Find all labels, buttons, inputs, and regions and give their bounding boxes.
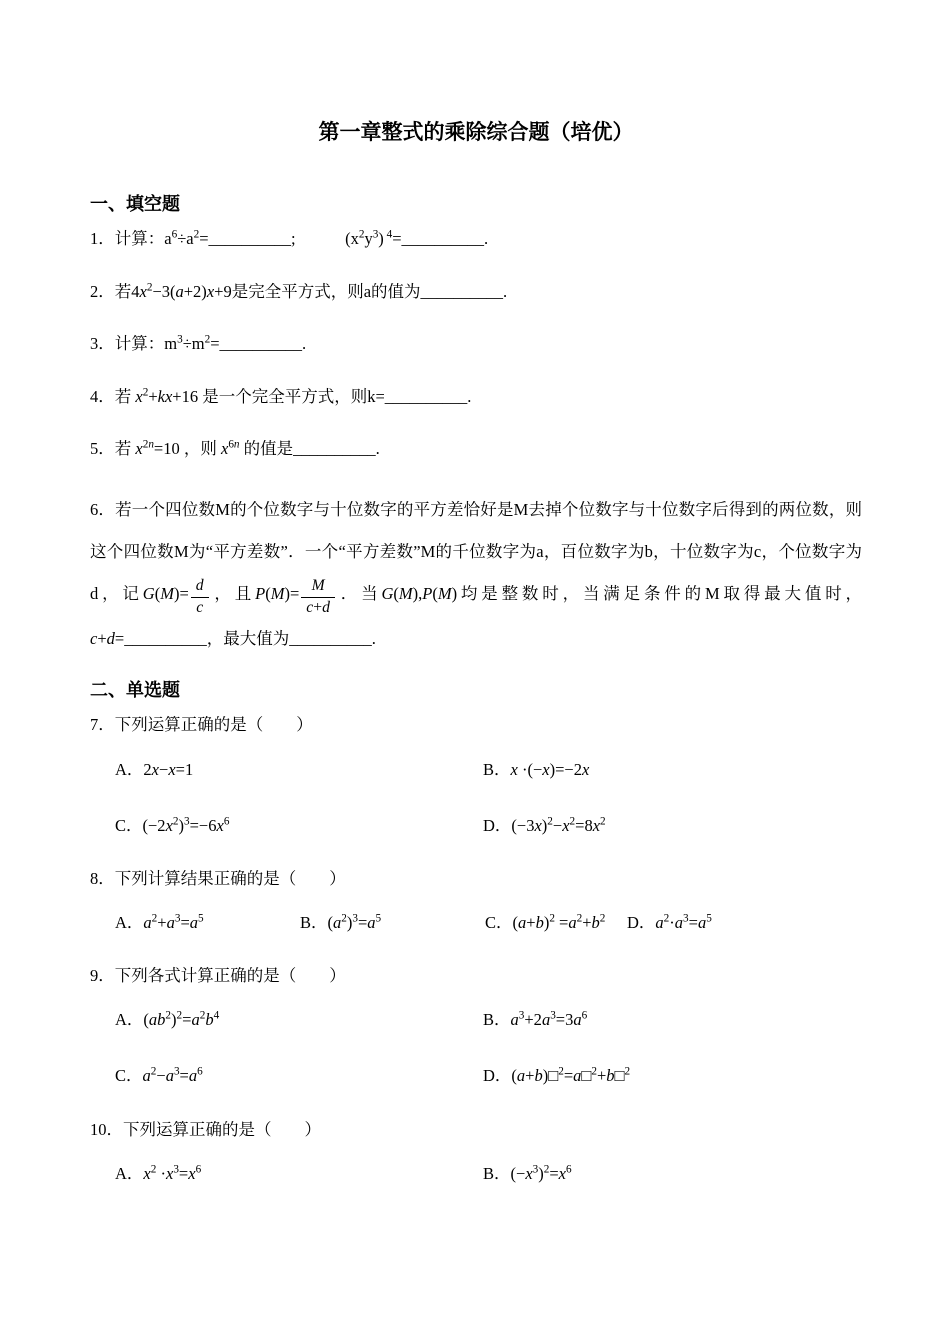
question-8 <box>90 866 862 937</box>
question-7-option-b: B．x ·(−x)=−2x <box>483 759 590 779</box>
question-10-option-b: B．$(-x^3)^2=x^6$ <box>483 1163 572 1183</box>
question-8-options <box>90 909 862 937</box>
question-7-options <box>90 756 862 840</box>
question-7-stem: 7．下列运算正确的是（ ） <box>90 715 313 735</box>
question-8-option-b: B．$(a^2)^3=a^5$ <box>300 912 382 932</box>
question-10 <box>90 1117 862 1188</box>
question-9-option-d: D．(a+b)□$^2$=a□$^2$+b□$^2$ <box>483 1065 631 1086</box>
question-9-option-b: B．$a^3+2a^3=3a^6$ <box>483 1009 588 1030</box>
question-7-option-c: C．$(-2x^2)^3=-6x^6$ <box>115 815 230 835</box>
question-8-stem: 8．下列计算结果正确的是（ ） <box>90 868 346 888</box>
question-10-option-a: A．$x^2 \cdot x^3=x^6$ <box>115 1163 202 1183</box>
question-9 <box>90 963 862 1090</box>
question-7-option-d: D．$(-3x)^2-x^2=8x^2$ <box>483 815 606 835</box>
section-fill-blanks <box>90 190 862 660</box>
question-1: 1．计算：$a^6\div a^2=\_\_\_\_\_\_\_\_\_\_$; $(x^2y^3)$ $^4$=__________. <box>90 228 489 248</box>
section-heading-multiple-choice: 二、单选题 <box>90 680 180 701</box>
question-9-option-a: A．$(ab^2)^2=a^2b^4$ <box>115 1009 220 1030</box>
question-10-options <box>90 1160 862 1188</box>
question-9-options <box>90 1006 862 1090</box>
question-8-option-c: C．$(a+b)^2 =a^2+b^2$ <box>485 912 606 932</box>
question-7 <box>90 712 862 839</box>
section-heading-fill-blanks: 一、填空题 <box>90 194 180 214</box>
question-2: 2．若$4x^2-3(a+2)x+9$是完全平方式，则a的值为__________. <box>90 281 508 301</box>
question-8-option-d: D．$a^2\cdot a^3=a^5$ <box>627 912 712 932</box>
question-6: 6．若一个四位数M的个位数字与十位数字的平方差恰好是M去掉个位数字与十位数字后得到的两位数，则这个四位数M为“平方差数”．一个“平方差数”M的千位数字为a，百位数字为b，十位数字为c，个位数字为d，记G(M)= $\frac{d}{c}$ ，且P(M)= $\frac{M}{c+d}$ ．当G(M),P(M)均是整数时，当满足条件的M取得最大值时，c+d=__________，最大值为__________. <box>90 499 863 649</box>
question-4: 4．若 $x^2+kx+16$ 是一个完全平方式，则k=__________. <box>90 386 472 406</box>
question-9-option-c: C．$a^2-a^3=a^6$ <box>115 1065 203 1086</box>
question-8-option-a: A．$a^2+a^3=a^5$ <box>115 912 204 932</box>
question-3: 3．计算：$m^3\div m^2=\_\_\_\_\_\_\_\_\_\_$. <box>90 333 307 354</box>
page-title: 第一章整式的乘除综合题（培优） <box>318 121 634 144</box>
section-multiple-choice <box>90 676 862 1188</box>
question-5: 5．若 $x^{2n}=10$ ，则 $x^{6n}$ 的值是__________. <box>90 438 380 459</box>
question-9-stem: 9．下列各式计算正确的是（ ） <box>90 966 346 986</box>
question-7-option-a: A．2x−x=1 <box>115 759 194 779</box>
question-10-stem: 10．下列运算正确的是（ ） <box>90 1119 321 1139</box>
